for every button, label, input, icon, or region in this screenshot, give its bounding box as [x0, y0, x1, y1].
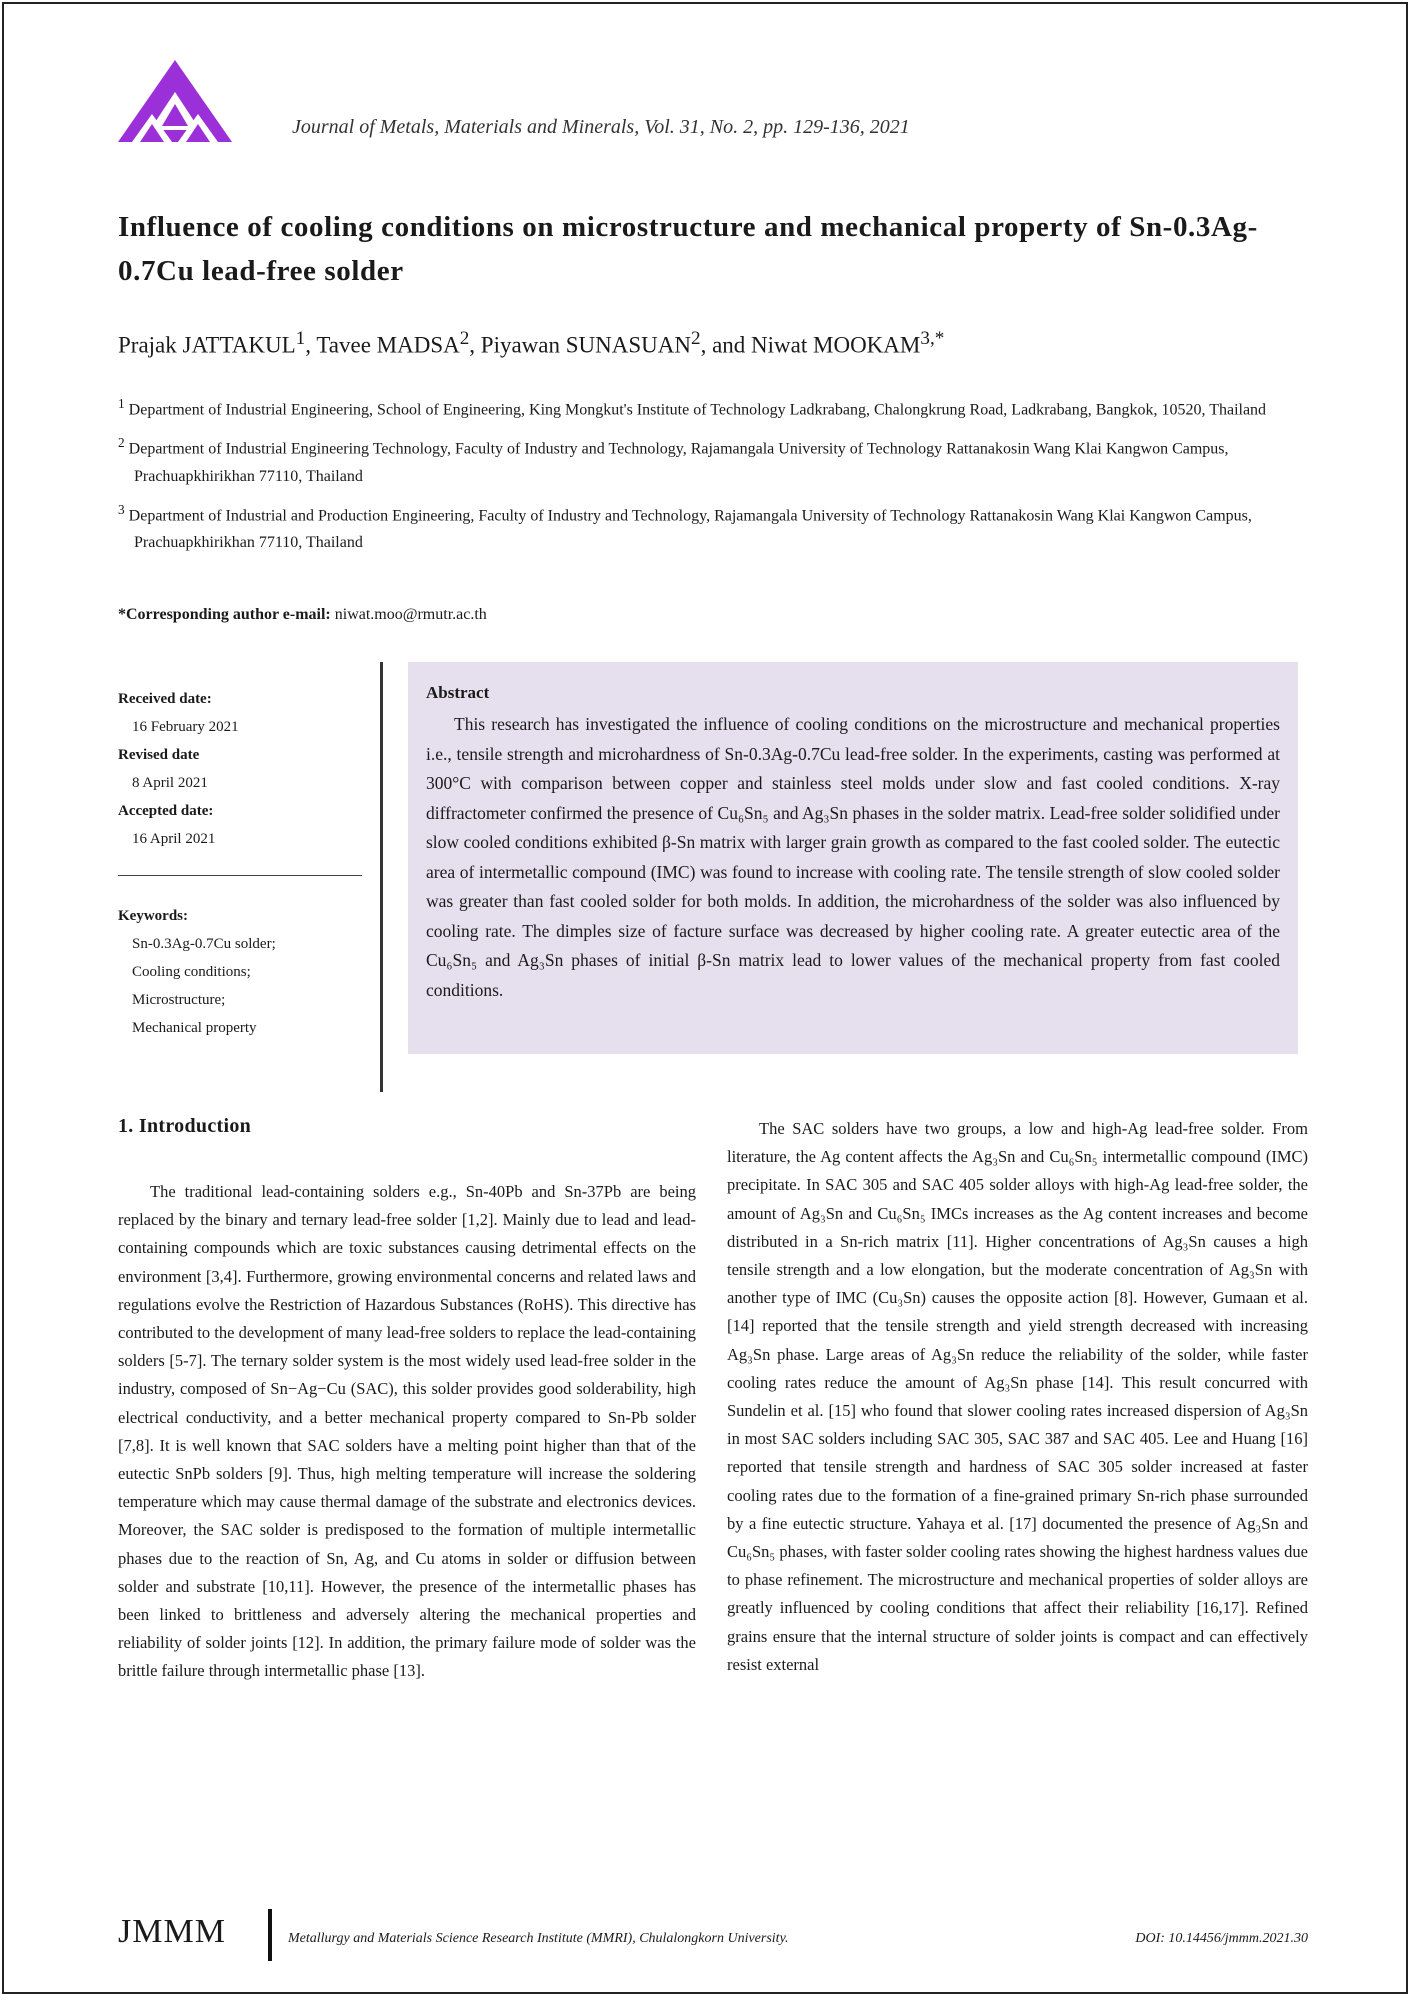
author-name: Tavee MADSA [316, 332, 460, 358]
affiliations [118, 390, 1308, 562]
affiliation: $^3$ Department of Industrial and Production Engineering, Faculty of Industry and Technology, Rajamangala University of Technology Rattanakosin Wang Klai Kangwon Campus, Prachuapkhirikhan 77110, Thailand [118, 501, 1252, 551]
footer-divider [268, 1909, 272, 1961]
text-column-right [727, 1115, 1308, 1679]
author-list: Prajak JATTAKUL$^1$, Tavee MADSA$^2$, Piyawan SUNASUAN$^2$, and Niwat $MOOKAM^{3,*}$ [118, 328, 945, 358]
journal-citation: Journal of Metals, Materials and Minerals, Vol. 31, No. 2, pp. 129-136, 2021 [292, 116, 910, 138]
author-name: Piyawan SUNASUAN [480, 332, 691, 358]
revised-date: 8 April 2021 [132, 775, 208, 791]
accepted-date: 16 April 2021 [132, 831, 216, 847]
affiliation: $^2$ Department of Industrial Engineering Technology, Faculty of Industry and Technology, Rajamangala University of Technology Rattanakosin Wang Klai Kangwon Campus, Prachuapkhirikhan 77110, Thailand [118, 435, 1229, 485]
abstract-heading: Abstract [426, 683, 490, 702]
revised-label: Revised date [118, 747, 200, 763]
corresponding-label: *Corresponding author e-mail: [118, 606, 331, 623]
info-divider [118, 875, 362, 876]
author-name: Niwat MOOKAM [751, 332, 921, 358]
author-sup: 3,* [920, 328, 945, 349]
body-paragraph: The traditional lead-containing solders e.g., Sn-40Pb and Sn-37Pb are being replaced by the binary and ternary lead-free solder [1,2]. Mainly due to lead and lead-containing compounds which are toxic substances causing detrimental effects on the environment [3,4]. Furthermore, growing environmental concerns and related laws and regulations evolve the Restriction of Hazardous Substances (RoHS). This directive has contributed to the development of many lead-free solders to replace the lead-containing solders [5-7]. The ternary solder system is the most widely used lead-free solder in the industry, composed of Sn−Ag−Cu (SAC), this solder provides good solderability, high electrical conductivity, and a better mechanical property compared to Sn-Pb solder [7,8]. It is well known that SAC solders have a melting point higher than that of the eutectic SnPb solders [9]. Thus, high melting temperature will increase the soldering temperature which may cause thermal damage of the substrate and electronics devices. Moreover, the SAC solder is predisposed to the formation of multiple intermetallic phases due to the reaction of Sn, Ag, and Cu atoms in solder or diffusion between solder and substrate [10,11]. However, the presence of the intermetallic phases has been linked to brittleness and adversely altering the mechanical properties and reliability of solder joints [12]. In addition, the primary failure mode of solder was the brittle failure through intermetallic phase [13]. [118, 1182, 696, 1681]
article-info [118, 685, 368, 1042]
keywords-label: Keywords: [118, 908, 188, 924]
accepted-label: Accepted date: [118, 803, 214, 819]
footer-institute: Metallurgy and Materials Science Research Institute (MMRI), Chulalongkorn University. [288, 1931, 789, 1946]
author-sup: 1 [295, 328, 306, 349]
keyword-item: Sn-0.3Ag-0.7Cu solder; [132, 936, 276, 952]
author-sup: 2 [691, 328, 701, 349]
page-footer [118, 1905, 1308, 1961]
footer-doi[interactable]: DOI: 10.14456/jmmm.2021.30 [1135, 1931, 1308, 1946]
footer-journal-abbr: JMMM [118, 1913, 226, 1950]
keyword-item: Microstructure; [132, 992, 226, 1008]
received-label: Received date: [118, 691, 212, 707]
sidebar-divider [380, 662, 383, 1092]
affiliation: $^1$ Department of Industrial Engineering, School of Engineering, King Mongkut's Institute of Technology Ladkrabang, Chalongkrung Road, Ladkrabang, Bangkok, 10520, Thailand [118, 396, 1267, 419]
corresponding-email[interactable]: niwat.moo@rmutr.ac.th [334, 606, 487, 623]
jmmm-logo [118, 58, 233, 143]
abstract-text: This research has investigated the influence of cooling conditions on the microstructure and mechanical properties i.e., tensile strength and microhardness of Sn-0.3Ag-0.7Cu lead-free solder. In the experiments, casting was performed at 300°C with comparison between copper and stainless steel molds under slow and fast cooled conditions. X-ray diffractometer confirmed the presence of Cu₆Sn₅ and Ag₃Sn phases in the solder matrix. Lead-free solder solidified under slow cooled conditions exhibited β-Sn matrix with larger grain growth as compared to the fast cooled solder. The eutectic area of intermetallic compound (IMC) was found to increase with cooling rate. The tensile strength of slow cooled solder was greater than fast cooled solder for both molds. In addition, the microhardness of the solder was also influenced by cooling rate. The dimples size of facture surface was decreased by higher cooling rate. A greater eutectic area of the Cu₆Sn₅ and Ag₃Sn phases of initial β-Sn matrix lead to lower values of the mechanical property from fast cooled conditions. [426, 714, 1280, 1000]
paper-title: Influence of cooling conditions on microstructure and mechanical property of Sn-0.3Ag-0.7Cu lead-free solder [118, 211, 1258, 287]
author-sup: 2 [459, 328, 470, 349]
abstract-box [408, 662, 1298, 1054]
section-heading: 1. Introduction [118, 1115, 252, 1137]
author-name: Prajak JATTAKUL [118, 332, 296, 358]
text-column-left [118, 1178, 696, 1686]
keyword-item: Mechanical property [132, 1020, 257, 1036]
body-paragraph: The SAC solders have two groups, a low and high-Ag lead-free solder. From literature, the Ag content affects the Ag₃Sn and Cu₆Sn₅ intermetallic compound (IMC) precipitate. In SAC 305 and SAC 405 solder alloys with high-Ag lead-free solder, the amount of Ag₃Sn and Cu₆Sn₅ IMCs increases as the Ag content increases and become distributed in a Sn-rich matrix [11]. Higher concentrations of Ag₃Sn causes a high tensile strength and a low elongation, but the moderate concentration of Ag₃Sn with another type of IMC (Cu₃Sn) causes the opposite action [8]. However, Gumaan et al. [14] reported that the tensile strength and yield strength decreased with increasing Ag₃Sn phase. Large areas of Ag₃Sn reduce the reliability of the solder, while faster cooling rates reduce the amount of Ag₃Sn phase [14]. This result concurred with Sundelin et al. [15] who found that slower cooling rates increased dispersion of Ag₃Sn in most SAC solders including SAC 305, SAC 387 and SAC 405. Lee and Huang [16] reported that tensile strength and hardness of SAC 305 solder increased at faster cooling rates due to the formation of a fine-grained primary Sn-rich phase surrounded by a fine eutectic structure. Yahaya et al. [17] documented the presence of Ag₃Sn and Cu₆Sn₅ phases, with faster solder cooling rates showing the highest hardness values due to phase refinement. The microstructure and mechanical properties of solder alloys are greatly influenced by cooling conditions that affect their reliability [16,17]. Refined grains ensure that the internal structure of solder joints is compact and can effectively resist external [727, 1119, 1308, 1674]
corresponding-author [118, 606, 487, 624]
received-date: 16 February 2021 [132, 719, 239, 735]
keyword-item: Cooling conditions; [132, 964, 251, 980]
